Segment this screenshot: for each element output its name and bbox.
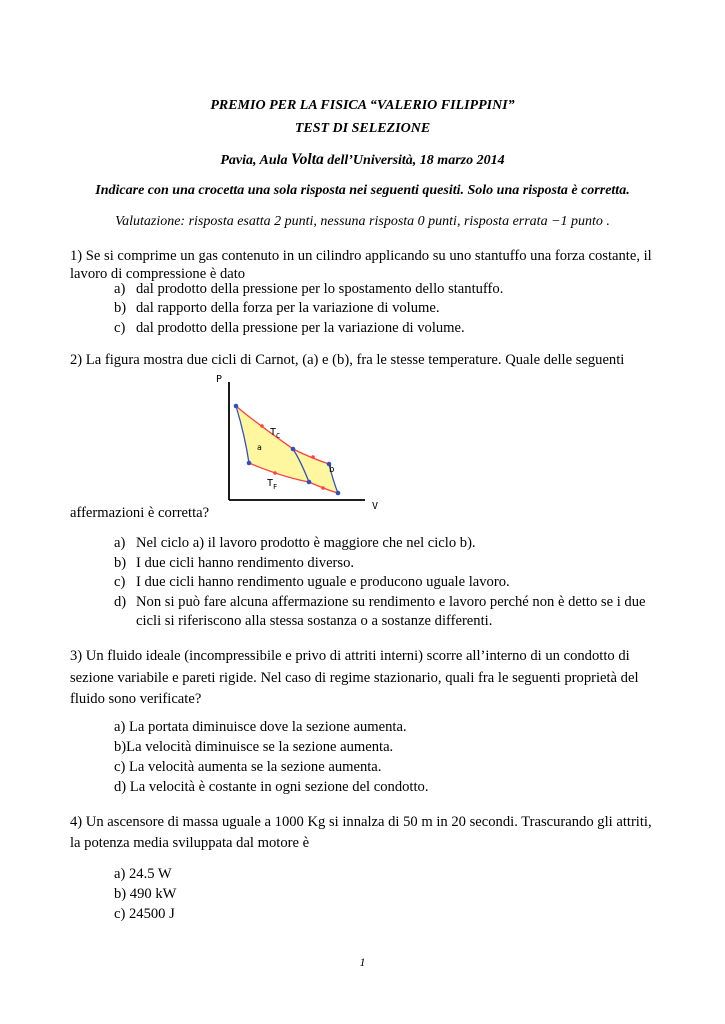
q1-option-b-letter: b) [114, 300, 127, 316]
q4-text-line-1: 4) Un ascensore di massa uguale a 1000 Kg si innalza di 50 m in 20 secondi. Trascurando gli attriti, [70, 814, 652, 830]
q2-option-b-letter: b) [114, 555, 127, 571]
q1-option-a-letter: a) [114, 281, 126, 297]
q2-option-a[interactable] [114, 535, 476, 552]
q4-text-line-2: la potenza media sviluppata dal motore è [70, 835, 310, 851]
q3-option-b[interactable]: b)La velocità diminuisce se la sezione aumenta. [114, 739, 394, 755]
location-volta: Volta [291, 151, 324, 168]
arrow-marker [273, 471, 277, 475]
q3-option-c[interactable]: c) La velocità aumenta se la sezione aumenta. [114, 759, 382, 775]
q1-option-c-letter: c) [114, 320, 126, 336]
hot-label-main: T [270, 427, 277, 438]
arrow-marker [321, 486, 325, 490]
arrow-marker [260, 424, 264, 428]
arrow-marker [311, 455, 315, 459]
q2-text-line-1: 2) La figura mostra due cicli di Carnot, (a) e (b), fra le stesse temperature. Quale delle seguenti [70, 352, 625, 368]
q2-option-c-letter: c) [114, 574, 126, 590]
title-line-2: TEST DI SELEZIONE [294, 121, 431, 136]
cold-temperature-label [267, 478, 277, 491]
location-date [0, 151, 725, 169]
cycle-a-label: a [257, 443, 262, 452]
location-suffix: dell’Università, 18 marzo 2014 [323, 153, 505, 168]
instructions: Indicare con una crocetta una sola risposta nei seguenti quesiti. Solo una risposta è corretta. [95, 183, 630, 198]
state-point [307, 480, 312, 485]
location-prefix: Pavia, Aula [220, 153, 292, 168]
q4-option-a[interactable]: a) 24.5 W [114, 866, 172, 882]
cold-label-main: T [267, 478, 274, 489]
q3-text-line-2: sezione variabile e pareti rigide. Nel caso di regime stazionario, quali fra le seguenti proprietà del [70, 670, 639, 686]
cold-label-sub: F [273, 483, 278, 491]
q2-option-d-letter: d) [114, 594, 127, 610]
q2-option-b[interactable] [114, 555, 354, 572]
q1-text-line-2: lavoro di compressione è dato [70, 266, 246, 282]
q1-option-b[interactable] [114, 300, 440, 317]
q2-option-d-continuation: cicli si riferiscono alla stessa sostanza o a sostanze differenti. [136, 613, 493, 629]
q3-option-a[interactable]: a) La portata diminuisce dove la sezione aumenta. [114, 719, 407, 735]
q1-option-c-text: dal prodotto della pressione per la variazione di volume. [136, 320, 465, 336]
q1-option-a[interactable] [114, 281, 503, 298]
q2-text-line-2: affermazioni è corretta? [70, 505, 210, 521]
scoring-note: Valutazione: risposta esatta 2 punti, nessuna risposta 0 punti, risposta errata −1 punto . [115, 214, 610, 229]
q2-option-c-text: I due cicli hanno rendimento uguale e producono uguale lavoro. [136, 574, 510, 590]
page-number: 1 [359, 955, 366, 969]
q4-option-b[interactable]: b) 490 kW [114, 886, 177, 902]
q3-option-d[interactable]: d) La velocità è costante in ogni sezione del condotto. [114, 779, 429, 795]
v-axis-label: V [372, 501, 379, 512]
cycle-b-label: b [329, 465, 335, 475]
q1-option-c[interactable] [114, 320, 465, 337]
q1-option-a-text: dal prodotto della pressione per lo spostamento dello stantuffo. [136, 281, 504, 297]
state-point [336, 491, 341, 496]
title-line-1: PREMIO PER LA FISICA “VALERIO FILIPPINI” [210, 98, 515, 113]
q2-option-a-text: Nel ciclo a) il lavoro prodotto è maggiore che nel ciclo b). [136, 535, 476, 551]
q3-text-line-1: 3) Un fluido ideale (incompressibile e privo di attriti interni) scorre all’interno di un condotto di [70, 648, 630, 664]
q1-text-line-1: 1) Se si comprime un gas contenuto in un cilindro applicando su uno stantuffo una forza costante, il [70, 248, 652, 264]
q2-option-c[interactable] [114, 574, 510, 591]
hot-label-sub: C [276, 432, 281, 440]
q2-option-a-letter: a) [114, 535, 126, 551]
q1-option-b-text: dal rapporto della forza per la variazione di volume. [136, 300, 440, 316]
q2-option-d[interactable] [114, 594, 646, 611]
q2-option-b-text: I due cicli hanno rendimento diverso. [136, 555, 355, 571]
state-point [234, 404, 239, 409]
cycle-a-area [236, 406, 309, 482]
p-axis-label: P [216, 374, 223, 385]
q4-option-c[interactable]: c) 24500 J [114, 906, 175, 922]
q2-option-d-text: Non si può fare alcuna affermazione su rendimento e lavoro perché non è detto se i due [136, 594, 646, 610]
q3-text-line-3: fluido sono verificate? [70, 691, 202, 707]
state-point [247, 461, 252, 466]
state-point [291, 447, 296, 452]
carnot-cycles-figure [205, 368, 385, 518]
